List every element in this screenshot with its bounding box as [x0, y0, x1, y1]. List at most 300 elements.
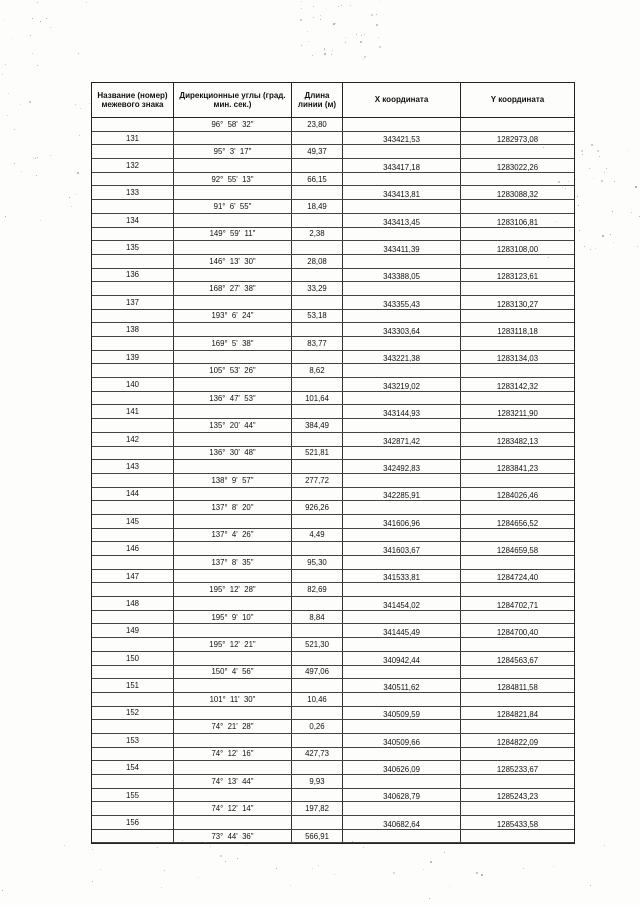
cell-length: 2,38	[292, 228, 343, 241]
cell-y: 1283211,90	[497, 409, 538, 419]
cell-name	[92, 392, 174, 405]
cell-name: 142	[92, 433, 174, 446]
cell-name	[92, 583, 174, 596]
scan-speck	[332, 50, 333, 51]
cell-y: 1284821,84	[496, 710, 539, 720]
cell-name: 149	[92, 624, 174, 637]
scan-speck	[7, 115, 8, 116]
table-row-segment	[92, 310, 574, 324]
cell-y: 1284656,52	[496, 518, 539, 528]
table-row-segment	[92, 228, 574, 242]
table-row-segment	[92, 748, 574, 762]
header-length: Длина линии (м)	[292, 83, 343, 117]
cell-name: 143	[92, 460, 174, 473]
cell-x	[343, 392, 461, 405]
cell-y	[461, 447, 574, 460]
cell-name	[92, 666, 174, 679]
scan-speck	[64, 845, 65, 846]
scan-speck	[581, 150, 583, 152]
cell-y	[461, 310, 574, 323]
cell-x	[343, 364, 461, 377]
cell-x	[343, 282, 461, 295]
cell-name	[92, 118, 174, 131]
cell-angle: 74° 21' 28"	[174, 720, 292, 733]
scan-speck	[589, 168, 590, 169]
cell-name	[92, 145, 174, 158]
cell-name: 134	[92, 214, 174, 227]
scan-speck	[30, 35, 31, 36]
boundary-marks-table	[91, 82, 575, 844]
table-row-point	[92, 570, 574, 584]
cell-name: 133	[92, 186, 174, 199]
scan-speck	[345, 37, 346, 38]
cell-length: 53,18	[292, 310, 343, 323]
cell-name	[92, 364, 174, 377]
table-row-segment	[92, 282, 574, 296]
cell-name: 146	[92, 542, 174, 555]
table-row-segment	[92, 145, 574, 159]
cell-length: 497,06	[292, 666, 343, 679]
cell-length: 8,62	[292, 364, 343, 377]
cell-angle	[174, 816, 292, 829]
cell-x: 341603,67	[343, 542, 461, 555]
scan-speck	[570, 144, 571, 145]
scan-speck	[86, 2, 87, 3]
scan-speck	[364, 34, 365, 35]
cell-name	[92, 419, 174, 432]
cell-name	[92, 310, 174, 323]
scan-speck	[379, 46, 381, 48]
scan-speck	[593, 178, 594, 179]
scan-speck	[300, 19, 302, 21]
cell-angle	[174, 186, 292, 199]
cell-y	[461, 501, 574, 514]
cell-y	[461, 748, 574, 761]
cell-angle: 149° 59' 11"	[174, 228, 292, 241]
scan-speck	[335, 23, 336, 24]
cell-x	[343, 310, 461, 323]
scan-speck	[36, 175, 37, 176]
cell-angle: 193° 6' 24"	[174, 310, 292, 323]
cell-name: 137	[92, 296, 174, 309]
table-row-point	[92, 241, 574, 255]
cell-name	[92, 720, 174, 733]
scan-speck	[613, 242, 614, 243]
cell-x: 343221,38	[343, 351, 461, 364]
cell-y: 1283123,61	[496, 272, 539, 282]
scan-speck	[578, 205, 579, 206]
scan-speck	[35, 158, 36, 159]
cell-angle: 136° 47' 53"	[174, 392, 292, 405]
cell-length	[292, 378, 343, 391]
scan-speck	[548, 257, 549, 258]
cell-x	[343, 611, 461, 624]
cell-name: 141	[92, 405, 174, 418]
cell-x	[343, 666, 461, 679]
table-row-point	[92, 132, 574, 146]
cell-y: 1282973,08	[496, 135, 539, 145]
scan-speck	[2, 74, 3, 75]
table-row-point	[92, 734, 574, 748]
cell-length	[292, 269, 343, 282]
table-row-segment	[92, 447, 574, 461]
cell-y	[461, 282, 574, 295]
cell-name: 152	[92, 707, 174, 720]
cell-name	[92, 638, 174, 651]
cell-length: 33,29	[292, 282, 343, 295]
cell-length: 83,77	[292, 337, 343, 350]
cell-name	[92, 474, 174, 487]
cell-length: 566,91	[292, 830, 343, 843]
cell-angle: 137° 4' 26"	[174, 529, 292, 542]
scan-speck	[75, 104, 76, 105]
scan-speck	[20, 104, 21, 105]
cell-x: 340682,64	[343, 816, 461, 829]
table-row-segment	[92, 118, 574, 132]
cell-angle: 95° 3' 17"	[174, 145, 292, 158]
cell-length	[292, 597, 343, 610]
cell-y	[461, 145, 574, 158]
table-row-segment	[92, 802, 574, 816]
scan-speck	[590, 885, 591, 886]
table-row-segment	[92, 501, 574, 515]
cell-length	[292, 542, 343, 555]
cell-x	[343, 419, 461, 432]
cell-x: 343388,05	[343, 269, 461, 282]
table-row-point	[92, 460, 574, 474]
scan-speck	[290, 885, 291, 886]
cell-y: 1283088,32	[496, 190, 539, 200]
cell-length: 277,72	[292, 474, 343, 487]
cell-y	[461, 666, 574, 679]
cell-angle	[174, 597, 292, 610]
scan-speck	[612, 211, 613, 212]
scan-speck	[481, 874, 483, 876]
cell-x: 340509,59	[343, 707, 461, 720]
table-row-point	[92, 433, 574, 447]
scan-speck	[78, 53, 79, 54]
cell-name	[92, 693, 174, 706]
cell-angle	[174, 734, 292, 747]
cell-x: 340626,09	[343, 761, 461, 774]
cell-y: 1285233,67	[496, 765, 539, 774]
cell-length	[292, 405, 343, 418]
table-row-segment	[92, 474, 574, 488]
cell-angle	[174, 378, 292, 391]
table-row-point	[92, 378, 574, 392]
cell-angle	[174, 351, 292, 364]
cell-angle	[174, 460, 292, 473]
cell-name	[92, 200, 174, 213]
cell-length	[292, 132, 343, 145]
table-row-point	[92, 652, 574, 666]
scan-speck	[393, 872, 395, 874]
scan-speck	[313, 17, 314, 18]
scan-speck	[100, 869, 101, 870]
scan-speck	[75, 194, 76, 195]
scan-speck	[320, 15, 321, 16]
cell-name	[92, 255, 174, 268]
scan-speck	[182, 840, 183, 841]
scan-speck	[614, 181, 615, 182]
cell-angle: 91° 6' 55"	[174, 200, 292, 213]
cell-y	[461, 118, 574, 131]
cell-angle	[174, 241, 292, 254]
table-row-point	[92, 816, 574, 830]
scan-speck	[363, 847, 364, 848]
cell-x: 343421,53	[343, 132, 461, 145]
cell-x	[343, 200, 461, 213]
cell-length: 8,84	[292, 611, 343, 624]
cell-length: 197,82	[292, 802, 343, 815]
table-row-point	[92, 186, 574, 200]
table-row-segment	[92, 720, 574, 734]
cell-y: 1284811,58	[497, 682, 538, 692]
cell-y	[461, 720, 574, 733]
cell-length	[292, 816, 343, 829]
table-row-point	[92, 789, 574, 803]
cell-length	[292, 159, 343, 172]
cell-name	[92, 337, 174, 350]
cell-x	[343, 118, 461, 131]
cell-x: 341533,81	[343, 570, 461, 583]
cell-length: 427,73	[292, 748, 343, 761]
cell-x: 343413,45	[343, 214, 461, 227]
scan-speck	[2, 890, 3, 891]
scan-speck	[92, 849, 93, 850]
cell-angle: 168° 27' 38"	[174, 282, 292, 295]
scan-speck	[164, 870, 165, 871]
scan-speck	[371, 14, 373, 16]
scan-speck	[307, 31, 308, 32]
cell-x: 343303,64	[343, 323, 461, 336]
cell-y: 1284026,46	[496, 491, 539, 501]
scan-speck	[376, 24, 378, 26]
cell-x: 342492,83	[343, 460, 461, 473]
table-row-segment	[92, 638, 574, 652]
scan-speck	[423, 869, 424, 870]
table-row-segment	[92, 392, 574, 406]
scan-speck	[69, 197, 70, 198]
cell-x	[343, 447, 461, 460]
header-name: Название (номер) межевого знака	[92, 83, 174, 117]
scan-speck	[320, 19, 321, 20]
cell-angle	[174, 679, 292, 692]
table-row-point	[92, 761, 574, 775]
scan-speck	[161, 887, 162, 888]
scan-speck	[50, 155, 51, 156]
table-row-segment	[92, 611, 574, 625]
cell-angle	[174, 570, 292, 583]
scan-speck	[313, 6, 314, 7]
cell-length: 521,81	[292, 447, 343, 460]
scan-speck	[205, 842, 206, 843]
cell-length	[292, 624, 343, 637]
cell-name	[92, 802, 174, 815]
scan-speck	[301, 1, 302, 2]
cell-length	[292, 515, 343, 528]
cell-angle	[174, 323, 292, 336]
scan-speck	[276, 868, 277, 869]
cell-angle: 92° 55' 13"	[174, 173, 292, 186]
cell-length: 95,30	[292, 556, 343, 569]
cell-y: 1283118,18	[497, 327, 538, 336]
scan-speck	[71, 206, 72, 207]
scan-speck	[591, 144, 593, 146]
cell-x: 343413,81	[343, 186, 461, 199]
scan-speck	[610, 234, 611, 235]
cell-name	[92, 529, 174, 542]
table-row-point	[92, 624, 574, 638]
scan-speck	[40, 220, 41, 221]
scan-speck	[301, 45, 302, 46]
scan-speck	[312, 55, 313, 56]
cell-length	[292, 652, 343, 665]
scan-speck	[341, 5, 342, 6]
table-row-segment	[92, 200, 574, 214]
cell-angle	[174, 433, 292, 446]
scan-speck	[361, 35, 362, 36]
table-row-point	[92, 159, 574, 173]
cell-x	[343, 830, 461, 843]
cell-y: 1284822,09	[496, 737, 539, 747]
table-row-point	[92, 488, 574, 502]
cell-angle	[174, 214, 292, 227]
cell-y	[461, 830, 574, 843]
scan-speck	[220, 855, 222, 857]
cell-name	[92, 501, 174, 514]
cell-length: 28,08	[292, 255, 343, 268]
scan-speck	[584, 246, 585, 247]
cell-y	[461, 200, 574, 213]
scan-speck	[77, 172, 79, 174]
scan-speck	[3, 19, 4, 20]
table-row-point	[92, 679, 574, 693]
scan-speck	[543, 147, 544, 148]
cell-name: 145	[92, 515, 174, 528]
table-row-segment	[92, 337, 574, 351]
cell-y	[461, 255, 574, 268]
cell-name	[92, 282, 174, 295]
cell-length: 23,80	[292, 118, 343, 131]
cell-length	[292, 679, 343, 692]
cell-x: 343219,02	[343, 378, 461, 391]
scan-speck	[345, 42, 346, 43]
cell-x: 343144,93	[343, 405, 461, 418]
table-row-point	[92, 405, 574, 419]
table-row-segment	[92, 556, 574, 570]
cell-name: 139	[92, 351, 174, 364]
cell-angle: 135° 20' 44"	[174, 419, 292, 432]
cell-name	[92, 447, 174, 460]
cell-angle	[174, 132, 292, 145]
cell-y: 1284563,67	[496, 655, 539, 665]
cell-x	[343, 501, 461, 514]
cell-x: 341454,02	[343, 597, 461, 610]
cell-length: 18,49	[292, 200, 343, 213]
cell-angle	[174, 269, 292, 282]
cell-y: 1284724,40	[496, 573, 539, 583]
cell-y	[461, 228, 574, 241]
scan-speck	[308, 41, 309, 42]
cell-name	[92, 748, 174, 761]
scan-speck	[246, 845, 247, 846]
scan-speck	[444, 852, 445, 853]
cell-y	[461, 474, 574, 487]
scan-speck	[12, 38, 13, 39]
scan-speck	[5, 216, 6, 217]
scan-speck	[378, 37, 379, 38]
scan-speck	[602, 235, 604, 237]
cell-x: 342871,42	[343, 433, 461, 446]
scan-speck	[324, 49, 325, 50]
table-row-point	[92, 597, 574, 611]
cell-name	[92, 173, 174, 186]
scan-speck	[92, 881, 93, 882]
cell-name	[92, 775, 174, 788]
scan-speck	[334, 874, 335, 875]
scan-speck	[210, 846, 211, 847]
cell-name	[92, 611, 174, 624]
cell-y	[461, 392, 574, 405]
scan-speck	[14, 163, 15, 164]
table-row-point	[92, 323, 574, 337]
cell-x: 341445,49	[343, 624, 461, 637]
cell-x: 340628,79	[343, 789, 461, 802]
table-row-point	[92, 707, 574, 721]
table-row-point	[92, 542, 574, 556]
cell-length	[292, 789, 343, 802]
cell-y: 1283134,03	[496, 354, 539, 364]
cell-length: 384,49	[292, 419, 343, 432]
scan-speck	[40, 21, 41, 22]
cell-x: 340509,66	[343, 734, 461, 747]
cell-angle: 137° 8' 20"	[174, 501, 292, 514]
cell-length	[292, 186, 343, 199]
scan-speck	[597, 150, 599, 152]
cell-y	[461, 173, 574, 186]
scan-speck	[46, 18, 47, 19]
cell-y: 1283022,26	[496, 162, 539, 172]
cell-y	[461, 337, 574, 350]
scan-speck	[32, 53, 33, 54]
cell-x: 341606,96	[343, 515, 461, 528]
scan-speck	[430, 861, 432, 863]
cell-name: 148	[92, 597, 174, 610]
cell-angle: 146° 13' 30"	[174, 255, 292, 268]
scan-speck	[80, 108, 81, 109]
table-row-segment	[92, 419, 574, 433]
scan-speck	[237, 858, 238, 859]
cell-angle	[174, 652, 292, 665]
cell-y: 1284700,40	[496, 628, 539, 638]
cell-length	[292, 433, 343, 446]
cell-y	[461, 693, 574, 706]
scan-speck	[595, 248, 596, 249]
cell-length	[292, 351, 343, 364]
cell-y	[461, 611, 574, 624]
cell-angle: 105° 53' 26"	[174, 364, 292, 377]
cell-angle	[174, 789, 292, 802]
cell-x	[343, 173, 461, 186]
cell-name: 151	[92, 679, 174, 692]
cell-y	[461, 638, 574, 651]
scan-speck	[577, 196, 578, 197]
table-row-point	[92, 269, 574, 283]
scan-speck	[37, 157, 38, 158]
cell-length	[292, 241, 343, 254]
table-row-segment	[92, 666, 574, 680]
